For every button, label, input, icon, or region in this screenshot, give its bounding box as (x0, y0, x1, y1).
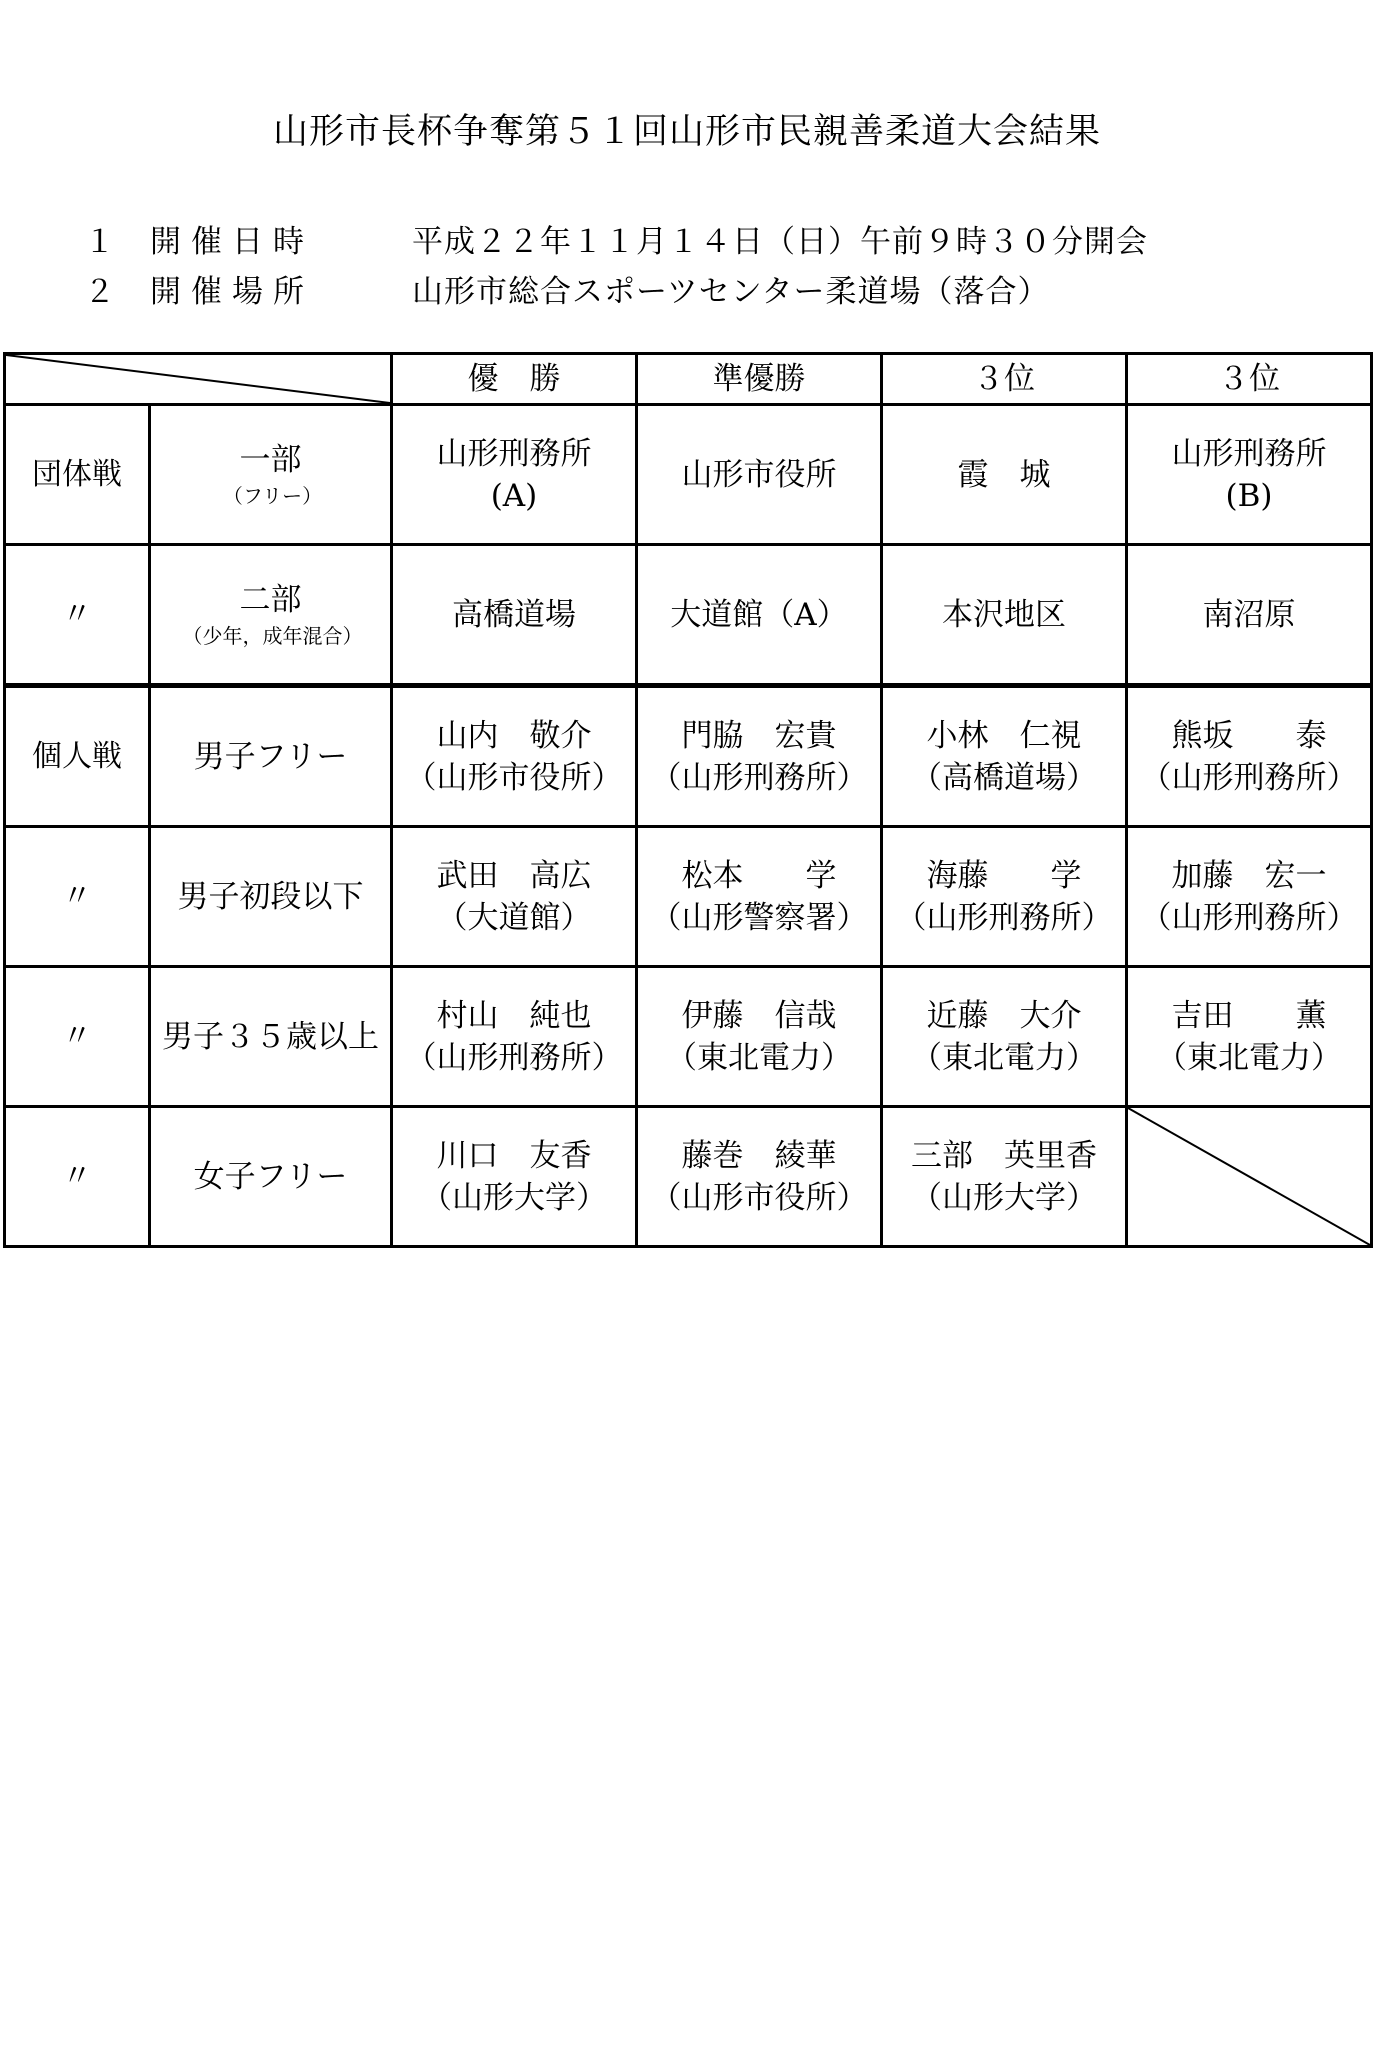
player-club: （山形大学） (421, 1179, 607, 1216)
player-club: （山形刑務所） (1140, 899, 1358, 936)
result-cell: 南沼原 (1127, 545, 1372, 686)
category-cell: 〃 (5, 827, 150, 967)
header-second: 準優勝 (637, 354, 882, 405)
result-cell: 大道館（A） (637, 545, 882, 686)
result-cell (1127, 827, 1372, 967)
result-cell: 高橋道場 (392, 545, 637, 686)
header-first: 優 勝 (392, 354, 637, 405)
table-row (5, 545, 1372, 686)
player-club: （山形市役所） (650, 1179, 868, 1216)
division-note: （フリー） (222, 483, 323, 508)
result-cell (637, 405, 882, 545)
player-club: （山形大学） (911, 1179, 1097, 1216)
division-cell: 男子３５歳以上 (150, 967, 392, 1107)
table-row (5, 967, 1372, 1107)
diagonal-line (1128, 1108, 1370, 1245)
player-club: （山形市役所） (405, 759, 623, 796)
table-row (5, 1107, 1372, 1247)
result-cell (882, 405, 1127, 545)
empty-cell (1127, 1107, 1372, 1247)
player-club: （高橋道場） (911, 759, 1097, 796)
result-cell (392, 1107, 637, 1247)
player-club: （山形刑務所） (1140, 759, 1358, 796)
result-cell (637, 827, 882, 967)
player-name: 山内 敬介 (436, 717, 592, 754)
result-cell (637, 686, 882, 827)
player-name: 伊藤 信哉 (681, 997, 837, 1034)
team-suffix: (B) (1225, 477, 1273, 514)
player-name: 海藤 学 (926, 857, 1082, 894)
player-name: 藤巻 綾華 (681, 1137, 837, 1174)
category-cell: 〃 (5, 545, 150, 686)
info-date-row (84, 216, 1148, 261)
results-table (3, 352, 1373, 1248)
diagonal-line (6, 355, 390, 403)
division-label: 二部 (239, 581, 302, 618)
result-cell (637, 967, 882, 1107)
result-cell: 本沢地区 (882, 545, 1127, 686)
player-club: （山形刑務所） (895, 899, 1113, 936)
result-cell (1127, 967, 1372, 1107)
team-name: 霞 城 (957, 456, 1051, 493)
player-name: 川口 友香 (436, 1137, 592, 1174)
result-cell (882, 686, 1127, 827)
category-cell: 団体戦 (5, 405, 150, 545)
header-corner-cell (5, 354, 392, 405)
result-cell (392, 686, 637, 827)
table-row (5, 405, 1372, 545)
player-club: （山形刑務所） (650, 759, 868, 796)
page-title: 山形市長杯争奪第５１回山形市民親善柔道大会結果 (272, 112, 1101, 152)
info-label: 開催日時 (150, 224, 314, 260)
player-name: 松本 学 (681, 857, 837, 894)
table-row (5, 827, 1372, 967)
result-cell (1127, 686, 1372, 827)
team-suffix: (A) (490, 477, 538, 514)
player-club: （東北電力） (1156, 1039, 1342, 1076)
division-cell (150, 405, 392, 545)
result-cell (392, 405, 637, 545)
info-venue-row (84, 266, 1050, 311)
table-row (5, 686, 1372, 827)
player-name: 熊坂 泰 (1171, 717, 1327, 754)
player-club: （大道館） (436, 899, 592, 936)
player-club: （山形刑務所） (405, 1039, 623, 1076)
result-cell (882, 1107, 1127, 1247)
team-name: 山形刑務所 (436, 435, 592, 472)
result-cell (1127, 405, 1372, 545)
player-name: 村山 純也 (436, 997, 592, 1034)
player-name: 加藤 宏一 (1171, 857, 1327, 894)
category-cell: 個人戦 (5, 686, 150, 827)
info-value: 平成２２年１１月１４日（日）午前９時３０分開会 (412, 224, 1148, 260)
player-name: 門脇 宏貴 (681, 717, 837, 754)
category-cell: 〃 (5, 967, 150, 1107)
info-number: １ (84, 224, 115, 260)
player-name: 吉田 薫 (1171, 997, 1327, 1034)
result-cell (637, 1107, 882, 1247)
division-label: 一部 (239, 441, 302, 478)
player-name: 小林 仁視 (926, 717, 1082, 754)
player-name: 三部 英里香 (911, 1137, 1097, 1174)
info-value: 山形市総合スポーツセンター柔道場（落合） (412, 274, 1050, 310)
result-cell (392, 827, 637, 967)
category-cell: 〃 (5, 1107, 150, 1247)
header-third: ３位 (882, 354, 1127, 405)
result-cell (882, 967, 1127, 1107)
division-note: （少年，成年混合） (182, 623, 363, 648)
info-number: ２ (84, 274, 115, 310)
division-cell (150, 545, 392, 686)
header-third-2: ３位 (1127, 354, 1372, 405)
result-cell (392, 967, 637, 1107)
division-cell: 女子フリー (150, 1107, 392, 1247)
result-cell (882, 827, 1127, 967)
player-name: 武田 高広 (436, 857, 592, 894)
player-club: （東北電力） (666, 1039, 852, 1076)
table-header-row (5, 354, 1372, 405)
player-name: 近藤 大介 (926, 997, 1082, 1034)
info-label: 開催場所 (150, 274, 314, 310)
division-cell: 男子初段以下 (150, 827, 392, 967)
player-club: （山形警察署） (650, 899, 868, 936)
division-cell: 男子フリー (150, 686, 392, 827)
team-name: 山形市役所 (681, 456, 837, 493)
player-club: （東北電力） (911, 1039, 1097, 1076)
team-name: 山形刑務所 (1171, 435, 1327, 472)
